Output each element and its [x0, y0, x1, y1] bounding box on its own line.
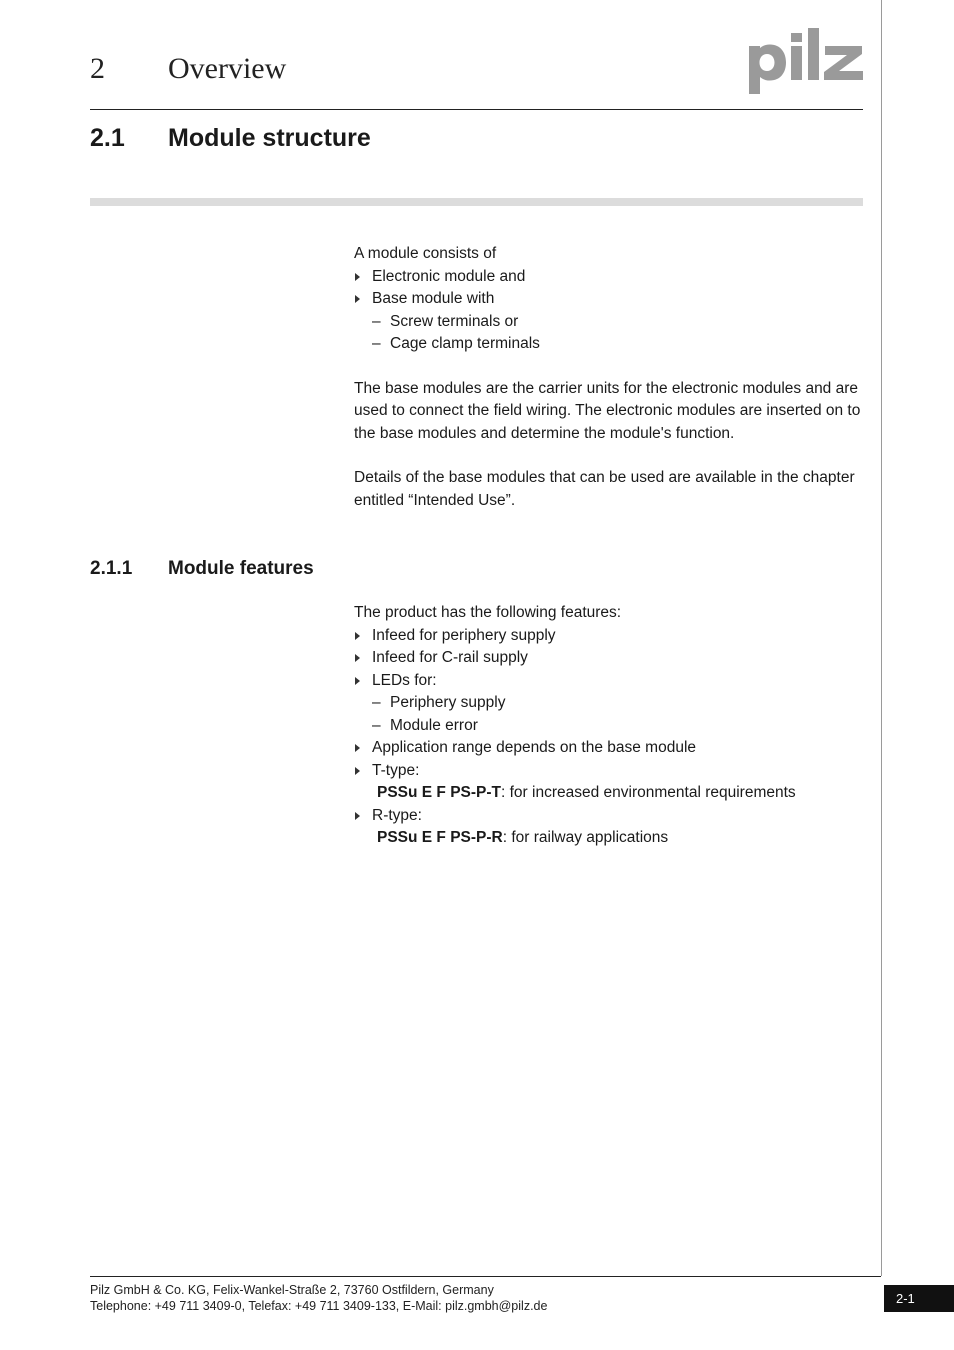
- section-divider-bar: [90, 198, 863, 206]
- bullet-triangle-icon: [355, 767, 360, 775]
- page-edge-rule: [881, 0, 882, 1276]
- list-item: Infeed for C-rail supply: [354, 647, 864, 670]
- list-item: T-type:: [354, 760, 864, 783]
- header-rule: [90, 109, 863, 110]
- intro-lead: A module consists of: [354, 245, 497, 262]
- list-item: Electronic module and: [354, 266, 864, 289]
- list-item: Infeed for periphery supply: [354, 625, 864, 648]
- t-type-detail: PSSu E F PS-P-T: for increased environmental requirements: [377, 784, 796, 801]
- footer-address: Pilz GmbH & Co. KG, Felix-Wankel-Straße 2, 73760 Ostfildern, Germany: [90, 1283, 494, 1297]
- bullet-triangle-icon: [355, 632, 360, 640]
- sub-list-item: – Module error: [372, 716, 478, 734]
- intro-paragraph-2: Details of the base modules that can be used are available in the chapter entitled “Intended Use”.: [354, 469, 855, 509]
- intro-paragraph-1: The base modules are the carrier units for the electronic modules and are used to connect the field wiring. The electronic modules are inserted on to the base modules and determine the module's function.: [354, 379, 861, 442]
- list-item: LEDs for:: [354, 670, 864, 693]
- bullet-triangle-icon: [355, 295, 360, 303]
- bullet-triangle-icon: [355, 812, 360, 820]
- features-block: [354, 602, 864, 850]
- footer-contact: Telephone: +49 711 3409-0, Telefax: +49 711 3409-133, E-Mail: pilz.gmbh@pilz.de: [90, 1299, 548, 1313]
- bullet-triangle-icon: [355, 273, 360, 281]
- chapter-title: Overview: [168, 52, 287, 85]
- product-code: PSSu E F PS-P-T: [377, 784, 502, 801]
- subsection-title: Module features: [168, 558, 314, 579]
- subsection-number: 2.1.1: [90, 558, 133, 579]
- sub-list-item: – Screw terminals or: [372, 312, 519, 330]
- footer-rule: [90, 1276, 881, 1277]
- list-item: Base module with: [354, 288, 864, 311]
- section-title: Module structure: [168, 124, 371, 152]
- list-item: R-type:: [354, 805, 864, 828]
- r-type-detail: PSSu E F PS-P-R: for railway applications: [377, 829, 669, 846]
- page-number: 2-1: [884, 1285, 954, 1312]
- product-code: PSSu E F PS-P-R: [377, 829, 503, 846]
- intro-block: [354, 243, 864, 512]
- section-number: 2.1: [90, 124, 125, 152]
- bullet-triangle-icon: [355, 677, 360, 685]
- chapter-number: 2: [90, 52, 105, 85]
- sub-list-item: – Periphery supply: [372, 694, 506, 711]
- bullet-triangle-icon: [355, 654, 360, 662]
- sub-list-item: – Cage clamp terminals: [372, 335, 540, 352]
- bullet-triangle-icon: [355, 744, 360, 752]
- features-lead: The product has the following features:: [354, 604, 622, 621]
- list-item: Application range depends on the base module: [354, 737, 864, 760]
- pilz-logo: [747, 28, 865, 94]
